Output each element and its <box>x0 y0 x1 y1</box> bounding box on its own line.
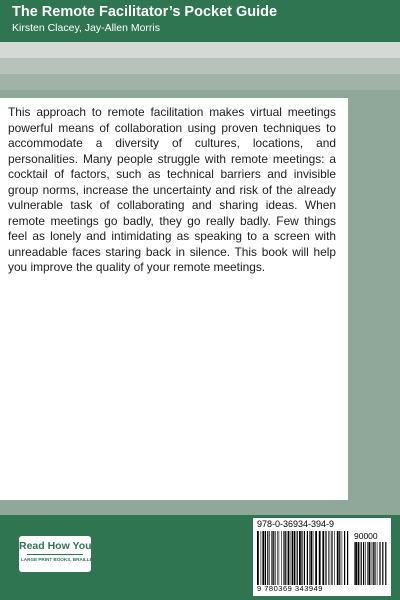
publisher-logo-tagline: LARGE PRINT BOOKS, BRAILLE & DAISY <box>21 557 113 562</box>
cover-header <box>0 0 400 42</box>
barcode-digits: 9 780369 343949 <box>257 584 323 593</box>
isbn-barcode <box>253 518 391 596</box>
decorative-band-base <box>0 90 400 98</box>
decorative-band-dark <box>0 74 400 90</box>
barcode-addon-digits: 90000 <box>354 531 378 541</box>
barcode-bars-main <box>257 531 349 585</box>
back-cover-blurb: This approach to remote facilitation makes virtual meetings powerful means of collaboration using proven techniques to accommodate a diversity of cultures, locations, and personalities. Many people struggle with remote meetings: a cocktail of factors, such as technical barriers and invisible group norms, increase the uncertainty and risk of the already vulnerable task of collaborating and sharing ideas. When remote meetings go badly, they go really badly. Few things feel as lonely and intimidating as speaking to a screen with unreadable faces staring back in silence. This book will help you improve the quality of your remote meetings. <box>8 105 336 274</box>
publisher-logo-rule <box>27 554 83 555</box>
publisher-logo-name: Read How You Want <box>19 540 120 552</box>
decorative-band-light <box>0 42 400 58</box>
decorative-band-mid <box>0 58 400 74</box>
book-title: The Remote Facilitator’s Pocket Guide <box>12 4 278 20</box>
blurb-panel <box>0 98 348 500</box>
publisher-logo <box>19 536 120 572</box>
isbn-number: 978-0-36934-394-9 <box>257 519 335 529</box>
book-authors: Kirsten Clacey, Jay-Allen Morris <box>12 22 161 34</box>
barcode-bars-addon <box>354 542 388 585</box>
